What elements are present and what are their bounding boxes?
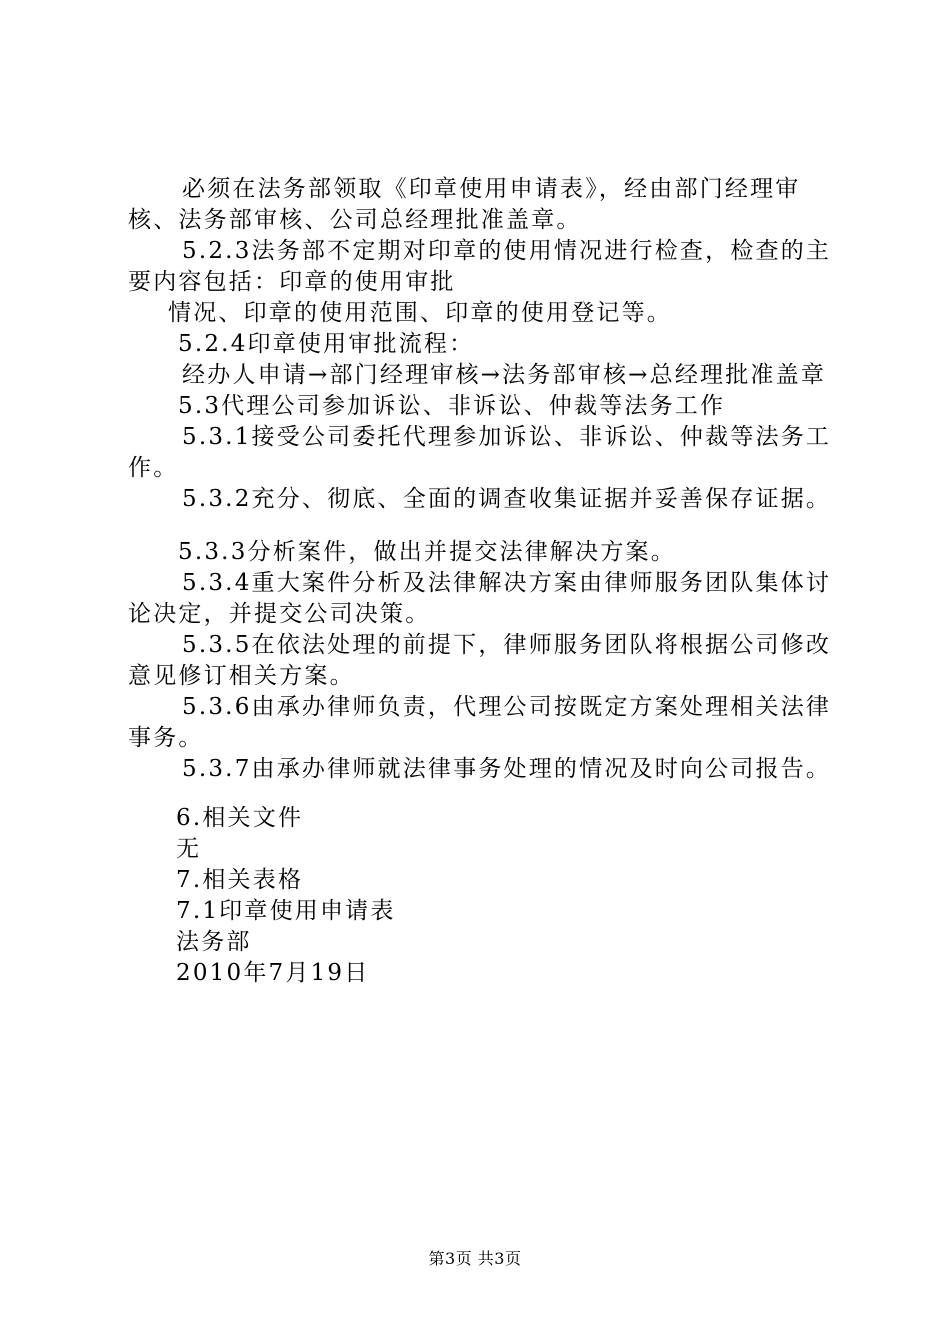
- paragraph-5-3-3: 5.3.3分析案件，做出并提交法律解决方案。: [178, 539, 676, 565]
- paragraph-5-3-2: 5.3.2充分、彻底、全面的调查收集证据并妥善保存证据。: [182, 486, 832, 512]
- section-6-value: 无: [176, 836, 202, 862]
- spacer: [128, 785, 844, 803]
- paragraph-5-3-6: 5.3.6由承办律师负责，代理公司按既定方案处理相关法律事务。: [128, 694, 832, 751]
- paragraph-5-3-1: 5.3.1接受公司委托代理参加诉讼、非诉讼、仲裁等法务工作。: [128, 424, 832, 481]
- spacer: [128, 515, 844, 537]
- page-footer: 第3页 共3页: [428, 1249, 522, 1268]
- paragraph-5-3-5: 5.3.5在依法处理的前提下，律师服务团队将根据公司修改意见修订相关方案。: [128, 632, 832, 689]
- paragraph-5-3-7: 5.3.7由承办律师就法律事务处理的情况及时向公司报告。: [182, 756, 832, 782]
- paragraph-5-2-3: 5.2.3法务部不定期对印章的使用情况进行检查，检查的主要内容包括：印章的使用审批: [128, 238, 832, 295]
- document-date: 2010年7月19日: [176, 960, 370, 986]
- section-7-heading: 7.相关表格: [176, 867, 304, 893]
- paragraph-approval-flow: 经办人申请→部门经理审核→法务部审核→总经理批准盖章: [182, 362, 827, 388]
- section-7-1: 7.1印章使用申请表: [176, 898, 396, 924]
- paragraph-5-2-3-cont: 情况、印章的使用范围、印章的使用登记等。: [168, 300, 672, 326]
- paragraph-5-3: 5.3代理公司参加诉讼、非诉讼、仲裁等法务工作: [178, 393, 726, 419]
- document-body: [128, 174, 844, 989]
- paragraph-seal-application: 必须在法务部领取《印章使用申请表》，经由部门经理审核、法务部审核、公司总经理批准盖章。: [128, 176, 801, 233]
- department-signature: 法务部: [176, 929, 252, 955]
- paragraph-5-3-4: 5.3.4重大案件分析及法律解决方案由律师服务团队集体讨论决定，并提交公司决策。: [128, 570, 832, 627]
- section-6-heading: 6.相关文件: [176, 805, 304, 831]
- paragraph-5-2-4: 5.2.4印章使用审批流程：: [178, 331, 475, 357]
